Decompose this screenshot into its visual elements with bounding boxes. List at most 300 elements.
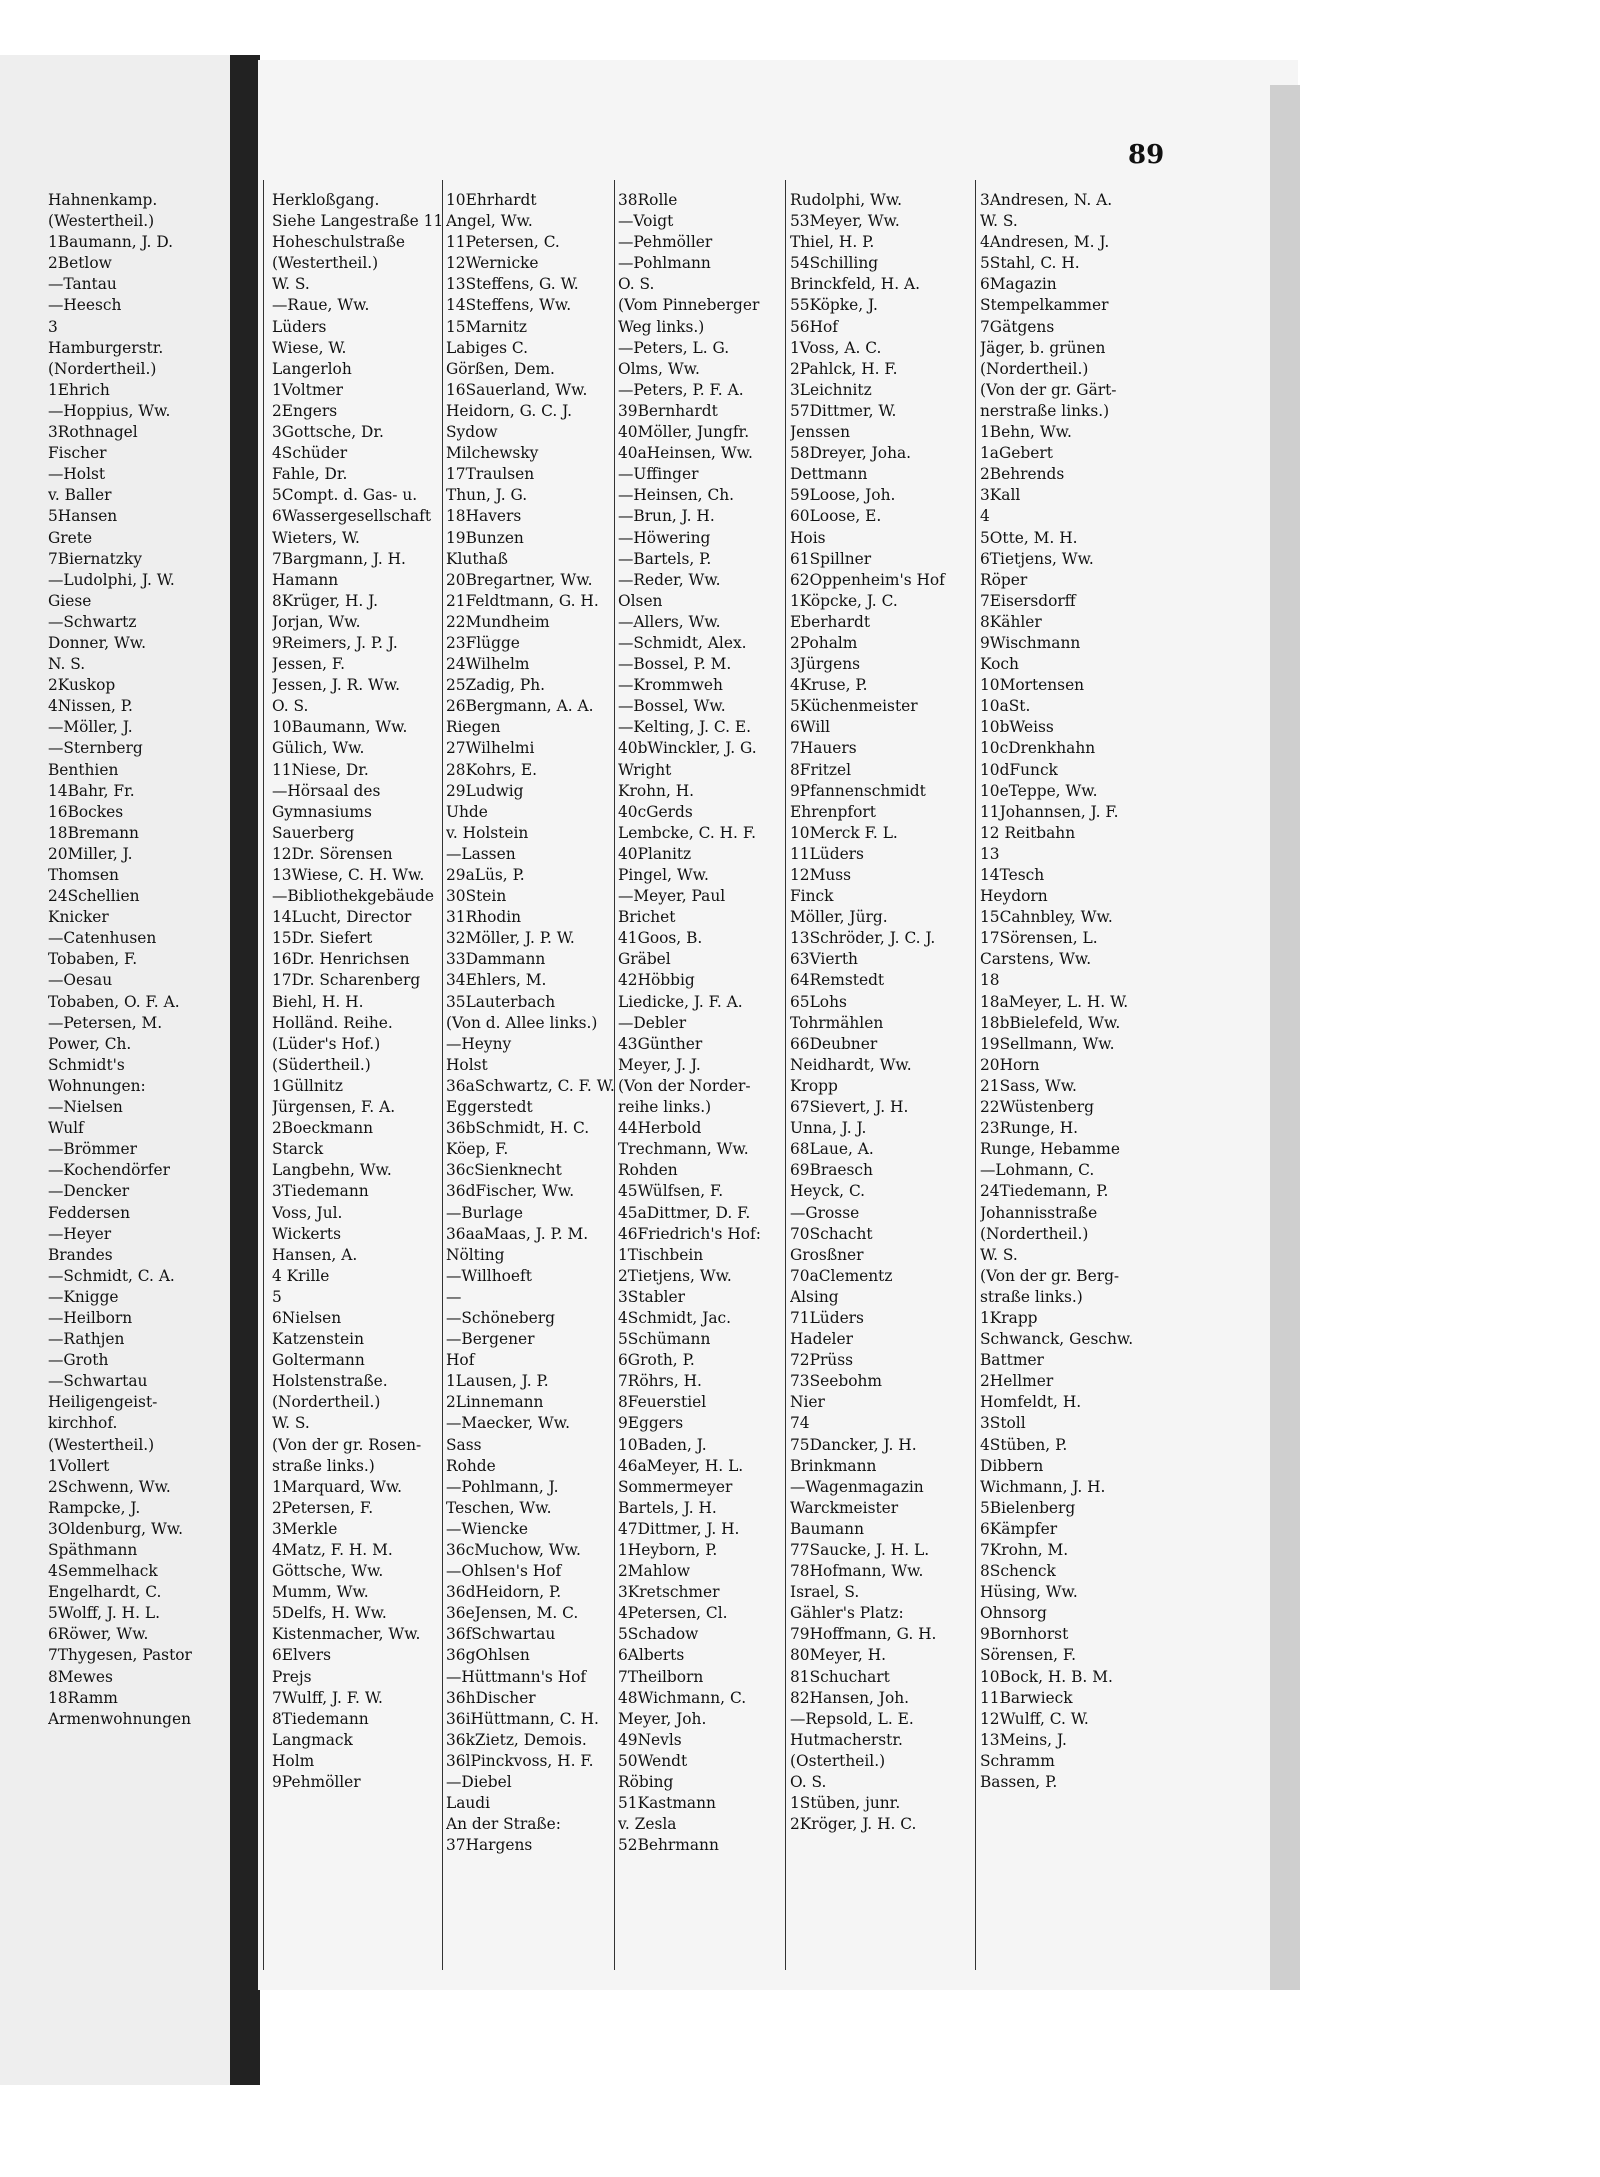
directory-line: 22Wüstenberg <box>980 1098 1094 1117</box>
directory-line: 51Kastmann <box>618 1794 716 1813</box>
directory-line: 2Tietjens, Ww. <box>618 1266 732 1285</box>
directory-line: 36eJensen, M. C. <box>446 1604 579 1623</box>
directory-line: 39Bernhardt <box>618 401 718 420</box>
directory-line: 7Biernatzky <box>48 549 142 568</box>
directory-line: 58Dreyer, Joha. <box>790 444 912 463</box>
directory-line: 36gOhlsen <box>446 1646 530 1665</box>
directory-line: Teschen, Ww. <box>446 1498 552 1517</box>
directory-line: Nier <box>790 1393 825 1412</box>
directory-line: Grete <box>48 528 93 547</box>
directory-line: Brandes <box>48 1245 113 1264</box>
directory-line: 5Hansen <box>48 507 118 526</box>
column-2 <box>272 190 447 1793</box>
directory-line: 61Spillner <box>790 549 872 568</box>
directory-line: 9Pehmöller <box>272 1773 361 1792</box>
directory-line: (Nordertheil.) <box>272 1393 381 1412</box>
directory-line: 9Pfannenschmidt <box>790 781 926 800</box>
directory-line: 22Mundheim <box>446 612 550 631</box>
directory-line: 3Jürgens <box>790 655 861 674</box>
directory-line: 7Bargmann, J. H. <box>272 549 406 568</box>
directory-line: —Brömmer <box>48 1140 137 1159</box>
directory-line: —Debler <box>618 1013 687 1032</box>
directory-line: 12Dr. Sörensen <box>272 844 393 863</box>
directory-line: Liedicke, J. F. A. <box>618 992 743 1011</box>
directory-line: Pingel, Ww. <box>618 866 709 884</box>
directory-line: Wright <box>618 760 672 779</box>
directory-line: —Peters, P. F. A. <box>618 380 744 399</box>
column-1 <box>48 190 238 1730</box>
directory-line: 3Leichnitz <box>790 380 872 399</box>
directory-line: —Kelting, J. C. E. <box>618 718 752 737</box>
directory-line: 5Otte, M. H. <box>980 528 1078 547</box>
directory-line: —Bossel, Ww. <box>618 697 726 716</box>
directory-line: (Ostertheil.) <box>790 1751 886 1770</box>
directory-line: 1Voltmer <box>272 380 343 399</box>
directory-line: 36bSchmidt, H. C. <box>446 1119 590 1138</box>
directory-line: —Hüttmann's Hof <box>446 1667 587 1686</box>
directory-line: 36cSienknecht <box>446 1161 562 1180</box>
directory-line: Warckmeister <box>790 1498 899 1517</box>
directory-line: 21Feldtmann, G. H. <box>446 591 599 610</box>
directory-line: O. S. <box>790 1773 827 1792</box>
directory-line: 1Heyborn, P. <box>618 1541 718 1559</box>
directory-line: Hutmacherstr. <box>790 1730 903 1749</box>
directory-line: (Von der Norder- <box>618 1076 751 1095</box>
directory-line: 10aSt. <box>980 697 1031 716</box>
directory-line: 6Röwer, Ww. <box>48 1625 149 1644</box>
directory-line: Rudolphi, Ww. <box>790 191 903 209</box>
directory-line: —Krommweh <box>618 676 723 695</box>
directory-line: 37Hargens <box>446 1836 533 1855</box>
directory-line: 11Barwieck <box>980 1688 1073 1707</box>
directory-line: 6Tietjens, Ww. <box>980 549 1094 568</box>
directory-line: W. S. <box>980 212 1018 231</box>
directory-line: 1Köpcke, J. C. <box>790 591 898 610</box>
directory-line: —Höwering <box>618 528 711 547</box>
directory-line: Knicker <box>48 908 109 927</box>
directory-line: 15Dr. Siefert <box>272 929 373 948</box>
directory-line: —Schöneberg <box>446 1308 555 1327</box>
directory-line: An der Straße: <box>446 1815 561 1834</box>
directory-line: Langerloh <box>272 359 352 378</box>
directory-line: 56Hof <box>790 317 838 336</box>
directory-line: Wiese, W. <box>272 338 347 357</box>
directory-line: 13 <box>980 844 1000 863</box>
directory-line: 2Boeckmann <box>272 1119 374 1138</box>
directory-line: 45Wülfsen, F. <box>618 1182 724 1201</box>
directory-line: Alsing <box>790 1287 839 1306</box>
directory-line: Goltermann <box>272 1351 365 1370</box>
directory-line: 32Möller, J. P. W. <box>446 929 575 948</box>
directory-line: 1Vollert <box>48 1456 110 1475</box>
directory-line: Wickerts <box>272 1224 341 1243</box>
directory-line: Bassen, P. <box>980 1773 1058 1792</box>
directory-line: —Wagenmagazin <box>790 1477 924 1496</box>
directory-line: Weg links.) <box>618 317 705 336</box>
directory-line: 12Wulff, C. W. <box>980 1709 1089 1728</box>
directory-line: (Von der gr. Berg- <box>980 1266 1120 1285</box>
directory-line: Jenssen <box>790 423 851 442</box>
directory-line: 3Stabler <box>618 1287 685 1306</box>
directory-line: 3Kretschmer <box>618 1583 720 1602</box>
directory-line: 82Hansen, Joh. <box>790 1688 910 1707</box>
directory-line: 3Merkle <box>272 1519 338 1538</box>
directory-line: 57Dittmer, W. <box>790 401 897 420</box>
directory-line: 3Tiedemann <box>272 1182 369 1201</box>
directory-line: Dibbern <box>980 1456 1044 1475</box>
directory-line: —Ohlsen's Hof <box>446 1562 562 1581</box>
directory-line: Fischer <box>48 444 107 463</box>
directory-line: 1Lausen, J. P. <box>446 1372 549 1391</box>
directory-line: 10Baden, J. <box>618 1435 707 1454</box>
directory-line: 16Sauerland, Ww. <box>446 380 588 399</box>
directory-line: Langmack <box>272 1730 353 1749</box>
directory-line: Milchewsky <box>446 444 539 463</box>
directory-line: Herkloßgang. <box>272 191 380 209</box>
column-3 <box>446 190 622 1856</box>
directory-line: 31Rhodin <box>446 908 522 927</box>
directory-line: 18 <box>980 971 1000 990</box>
directory-line: 21Sass, Ww. <box>980 1076 1077 1095</box>
directory-line: — <box>446 1287 462 1306</box>
directory-line: Göttsche, Ww. <box>272 1562 384 1581</box>
directory-line: —Pohlmann <box>618 254 711 273</box>
directory-line: —Heyny <box>446 1034 512 1053</box>
directory-line: 5Stahl, C. H. <box>980 254 1080 273</box>
directory-line: —Sternberg <box>48 739 143 758</box>
directory-line: Hamann <box>272 570 339 589</box>
directory-line: 11Niese, Dr. <box>272 760 369 779</box>
directory-line: Hoheschulstraße <box>272 233 405 252</box>
directory-line: Eberhardt <box>790 612 871 631</box>
directory-line: —Bergener <box>446 1330 535 1349</box>
directory-line: (Westertheil.) <box>48 212 155 231</box>
directory-line: 30Stein <box>446 887 507 906</box>
directory-line: 10Merck F. L. <box>790 823 898 842</box>
directory-line: Thiel, H. P. <box>790 233 875 252</box>
directory-line: 1Tischbein <box>618 1245 704 1264</box>
directory-line: 70aClementz <box>790 1266 893 1285</box>
directory-line: —Hoppius, Ww. <box>48 401 171 420</box>
directory-line: 36fSchwartau <box>446 1625 556 1644</box>
directory-line: 68Laue, A. <box>790 1140 874 1159</box>
directory-line: 2Engers <box>272 401 338 420</box>
directory-line: —Diebel <box>446 1773 512 1792</box>
directory-line: —Heyer <box>48 1224 112 1243</box>
directory-line: 41Goos, B. <box>618 929 703 948</box>
directory-line: 5Bielenberg <box>980 1498 1076 1517</box>
directory-line: —Schmidt, C. A. <box>48 1266 175 1285</box>
directory-line: (Nordertheil.) <box>980 359 1089 378</box>
directory-line: 20Horn <box>980 1055 1040 1074</box>
directory-line: Ohnsorg <box>980 1604 1047 1623</box>
directory-line: W. S. <box>980 1245 1018 1264</box>
directory-line: Finck <box>790 887 834 906</box>
directory-line: 7Thygesen, Pastor <box>48 1646 192 1665</box>
directory-line: N. S. <box>48 655 86 674</box>
directory-line: Langbehn, Ww. <box>272 1161 392 1180</box>
directory-line: Hansen, A. <box>272 1245 358 1264</box>
directory-line: Carstens, Ww. <box>980 950 1092 969</box>
directory-line: Holstenstraße. <box>272 1372 388 1391</box>
directory-line: Sauerberg <box>272 823 355 842</box>
directory-line: Heiligengeist- <box>48 1393 158 1412</box>
directory-line: Krohn, H. <box>618 781 695 800</box>
directory-line: 80Meyer, H. <box>790 1646 887 1665</box>
directory-line: Power, Ch. <box>48 1034 132 1053</box>
directory-line: 17Dr. Scharenberg <box>272 971 421 990</box>
directory-line: Tobaben, F. <box>48 950 138 969</box>
directory-line: 9Eggers <box>618 1414 684 1433</box>
directory-line: Trechmann, Ww. <box>618 1140 749 1159</box>
directory-line: 3Andresen, N. A. <box>980 191 1113 209</box>
directory-line: 5Wolff, J. H. L. <box>48 1604 161 1623</box>
directory-line: Hois <box>790 528 826 547</box>
directory-line: 4Schmidt, Jac. <box>618 1308 732 1327</box>
directory-line: 1Baumann, J. D. <box>48 233 174 252</box>
directory-line: —Schwartz <box>48 612 137 631</box>
directory-line: Görßen, Dem. <box>446 359 555 378</box>
directory-line: Koch <box>980 655 1019 674</box>
directory-line: 5Delfs, H. Ww. <box>272 1604 387 1623</box>
directory-line: —Tantau <box>48 275 117 294</box>
directory-line: 3Oldenburg, Ww. <box>48 1519 184 1538</box>
directory-line: 3Gottsche, Dr. <box>272 423 384 442</box>
directory-line: 2Hellmer <box>980 1372 1054 1391</box>
directory-line: 35Lauterbach <box>446 992 556 1011</box>
directory-line: Lembcke, C. H. F. <box>618 823 757 842</box>
directory-line: 6Kämpfer <box>980 1519 1058 1538</box>
directory-line: O. S. <box>618 275 655 294</box>
directory-line: 4Andresen, M. J. <box>980 233 1110 252</box>
directory-line: 44Herbold <box>618 1119 702 1138</box>
directory-line: 8Fritzel <box>790 760 852 779</box>
directory-line: Labiges C. <box>446 338 529 357</box>
directory-line: Jessen, J. R. Ww. <box>272 676 401 695</box>
directory-line: Olsen <box>618 591 663 610</box>
directory-line: Grosßner <box>790 1245 864 1264</box>
directory-line: Siehe Langestraße 11 <box>272 212 444 231</box>
directory-line: Kluthaß <box>446 549 508 568</box>
directory-line: 36iHüttmann, C. H. <box>446 1709 599 1728</box>
directory-line: —Schmidt, Alex. <box>618 633 747 652</box>
directory-line: W. S. <box>272 275 310 294</box>
directory-line: Brinkmann <box>790 1456 877 1475</box>
directory-line: 10Baumann, Ww. <box>272 718 408 737</box>
directory-line: —Lohmann, C. <box>980 1161 1095 1180</box>
page-number: 89 <box>1128 140 1165 170</box>
directory-line: 10eTeppe, Ww. <box>980 781 1098 800</box>
directory-line: Ehrenpfort <box>790 802 876 821</box>
directory-line: 1Voss, A. C. <box>790 338 882 357</box>
directory-line: Schwanck, Geschw. <box>980 1330 1134 1349</box>
directory-line: Röbing <box>618 1773 674 1792</box>
directory-line: 36dHeidorn, P. <box>446 1583 562 1602</box>
directory-line: Armenwohnungen <box>48 1709 192 1728</box>
directory-line: Katzenstein <box>272 1330 365 1349</box>
directory-line: Battmer <box>980 1351 1044 1370</box>
directory-line: —Ludolphi, J. W. <box>48 570 175 589</box>
directory-line: 10Mortensen <box>980 676 1085 695</box>
directory-line: 5Küchenmeister <box>790 697 918 716</box>
directory-line: —Möller, J. <box>48 718 133 737</box>
directory-line: —Bibliothekgebäude <box>272 887 434 906</box>
directory-line: Holländ. Reihe. <box>272 1013 393 1032</box>
directory-line: 3Kall <box>980 486 1021 505</box>
directory-line: 6Magazin <box>980 275 1057 294</box>
directory-line: 17Traulsen <box>446 465 535 484</box>
directory-line: Sörensen, F. <box>980 1646 1077 1665</box>
directory-line: (Von d. Allee links.) <box>446 1013 598 1032</box>
directory-line: Wulf <box>48 1119 84 1138</box>
directory-line: 34Ehlers, M. <box>446 971 547 990</box>
directory-line: —Uffinger <box>618 465 699 484</box>
directory-line: 2Pohalm <box>790 633 858 652</box>
directory-line: 18bBielefeld, Ww. <box>980 1013 1121 1032</box>
directory-line: 1Stüben, junr. <box>790 1794 901 1813</box>
directory-line: 55Köpke, J. <box>790 296 878 315</box>
directory-line: Feddersen <box>48 1203 131 1222</box>
directory-line: Angel, Ww. <box>446 212 533 231</box>
column-4 <box>618 190 788 1856</box>
directory-line: 2Pahlck, H. F. <box>790 359 898 378</box>
directory-line: 6Nielsen <box>272 1308 342 1327</box>
directory-line: Olms, Ww. <box>618 359 700 378</box>
directory-line: Bartels, J. H. <box>618 1498 717 1517</box>
directory-line: Jürgensen, F. A. <box>272 1098 396 1117</box>
directory-line: Prejs <box>272 1667 312 1686</box>
directory-line: 5 <box>272 1287 282 1306</box>
directory-line: 59Loose, Joh. <box>790 486 896 505</box>
directory-line: 2Mahlow <box>618 1562 691 1581</box>
directory-line: Heidorn, G. C. J. <box>446 401 573 420</box>
directory-line: 16Bockes <box>48 802 124 821</box>
directory-line: —Pehmöller <box>618 233 713 252</box>
directory-line: (Südertheil.) <box>272 1055 371 1074</box>
directory-line: Lüders <box>272 317 327 336</box>
directory-line: 2Betlow <box>48 254 112 273</box>
directory-line: Thomsen <box>48 866 119 884</box>
directory-line: —Bossel, P. M. <box>618 655 732 674</box>
directory-line: —Holst <box>48 465 106 484</box>
directory-line: Riegen <box>446 718 501 737</box>
directory-line: W. S. <box>272 1414 310 1433</box>
directory-line: Kistenmacher, Ww. <box>272 1625 421 1644</box>
directory-line: 36cMuchow, Ww. <box>446 1541 581 1559</box>
directory-line: 7Gätgens <box>980 317 1055 336</box>
directory-line: Gräbel <box>618 950 671 969</box>
directory-line: —Kochendörfer <box>48 1161 170 1180</box>
directory-line: Kropp <box>790 1076 838 1095</box>
directory-line: 18aMeyer, L. H. W. <box>980 992 1129 1011</box>
directory-line: 46Friedrich's Hof: <box>618 1224 761 1243</box>
directory-line: 40bWinckler, J. G. <box>618 739 757 758</box>
directory-line: 4Schüder <box>272 444 348 463</box>
directory-line: 52Behrmann <box>618 1836 719 1855</box>
directory-line: 79Hoffmann, G. H. <box>790 1625 937 1644</box>
directory-line: 48Wichmann, C. <box>618 1688 747 1707</box>
directory-line: 7Krohn, M. <box>980 1541 1069 1559</box>
directory-line: kirchhof. <box>48 1414 118 1433</box>
directory-line: Laudi <box>446 1794 491 1813</box>
directory-line: Starck <box>272 1140 324 1159</box>
directory-line: v. Baller <box>48 486 112 505</box>
directory-line: Eggerstedt <box>446 1098 533 1117</box>
directory-line: Röper <box>980 570 1028 589</box>
directory-line: (Westertheil.) <box>48 1435 155 1454</box>
directory-line: Späthmann <box>48 1541 138 1559</box>
directory-line: Israel, S. <box>790 1583 860 1602</box>
directory-line: Sommermeyer <box>618 1477 733 1496</box>
directory-line: Möller, Jürg. <box>790 908 888 927</box>
directory-line: Fahle, Dr. <box>272 465 348 484</box>
directory-line: 43Günther <box>618 1034 703 1053</box>
directory-line: 5Schümann <box>618 1330 711 1349</box>
directory-line: straße links.) <box>272 1456 375 1475</box>
directory-line: 2Kuskop <box>48 676 116 695</box>
directory-line: 23Runge, H. <box>980 1119 1079 1138</box>
directory-line: —Wiencke <box>446 1519 528 1538</box>
directory-line: 78Hofmann, Ww. <box>790 1562 924 1581</box>
directory-line: 33Dammann <box>446 950 546 969</box>
directory-line: —Petersen, M. <box>48 1013 163 1032</box>
directory-line: Meyer, J. J. <box>618 1055 701 1074</box>
directory-line: straße links.) <box>980 1287 1083 1306</box>
directory-line: 24Wilhelm <box>446 655 530 674</box>
directory-line: Gymnasiums <box>272 802 372 821</box>
directory-line: v. Zesla <box>618 1815 677 1834</box>
directory-line: 4Matz, F. H. M. <box>272 1541 393 1559</box>
directory-line: 6Groth, P. <box>618 1351 695 1370</box>
directory-line: reihe links.) <box>618 1098 712 1117</box>
directory-line: 10Ehrhardt <box>446 191 537 209</box>
directory-line: —Heinsen, Ch. <box>618 486 735 505</box>
directory-line: Hüsing, Ww. <box>980 1583 1078 1602</box>
directory-line: 1Ehrich <box>48 380 110 399</box>
directory-line: 4Stüben, P. <box>980 1435 1068 1454</box>
directory-line: Rampcke, J. <box>48 1498 141 1517</box>
directory-line: 40cGerds <box>618 802 693 821</box>
directory-line: 50Wendt <box>618 1751 688 1770</box>
directory-line: 11Lüders <box>790 844 864 863</box>
directory-line: 74 <box>790 1414 810 1433</box>
directory-line: 13Schröder, J. C. J. <box>790 929 936 948</box>
directory-line: 23Flügge <box>446 633 520 652</box>
directory-line: 25Zadig, Ph. <box>446 676 546 695</box>
directory-line: 69Braesch <box>790 1161 873 1180</box>
directory-line: 1Behn, Ww. <box>980 423 1072 442</box>
directory-line: 66Deubner <box>790 1034 878 1053</box>
directory-line: 36dFischer, Ww. <box>446 1182 575 1201</box>
column-rule <box>263 180 264 1970</box>
directory-line: 10Bock, H. B. M. <box>980 1667 1113 1686</box>
directory-line: 15Marnitz <box>446 317 528 336</box>
directory-line: (Vom Pinneberger <box>618 296 760 315</box>
directory-line: 8Feuerstiel <box>618 1393 707 1412</box>
directory-line: 62Oppenheim's Hof <box>790 570 945 589</box>
directory-line: 8Mewes <box>48 1667 113 1686</box>
directory-line: 2Kröger, J. H. C. <box>790 1815 917 1834</box>
directory-line: 36aSchwartz, C. F. W. <box>446 1076 615 1095</box>
directory-line: 6Will <box>790 718 831 737</box>
directory-line: O. S. <box>272 697 309 716</box>
directory-line: 77Saucke, J. H. L. <box>790 1541 930 1559</box>
directory-line: 40Möller, Jungfr. <box>618 423 750 442</box>
directory-line: —Reder, Ww. <box>618 570 721 589</box>
directory-line: Heyck, C. <box>790 1182 866 1201</box>
directory-line: Hahnenkamp. <box>48 191 158 209</box>
directory-line: 14Bahr, Fr. <box>48 781 135 800</box>
